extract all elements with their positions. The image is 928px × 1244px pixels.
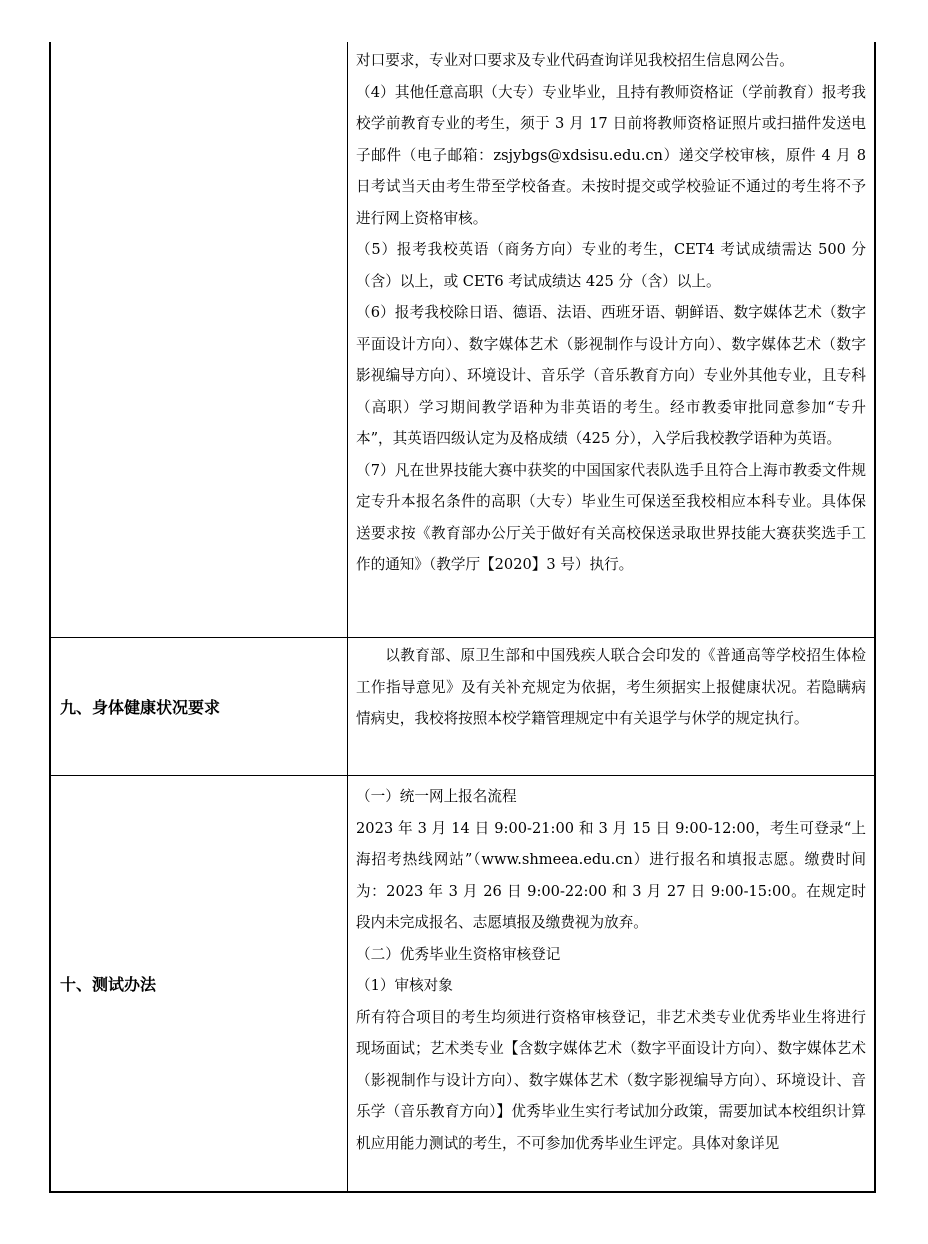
heading-online-registration: （一）统一网上报名流程: [356, 788, 517, 805]
paragraph-professional-requirement: 对口要求，专业对口要求及专业代码查询详见我校招生信息网公告。: [356, 52, 794, 69]
table-row-qualification-continued: [51, 42, 874, 637]
row-content-cell: [348, 42, 874, 637]
table-row-test-method: [51, 775, 874, 1191]
paragraph-review-target-details: 所有符合项目的考生均须进行资格审核登记，非艺术类专业优秀毕业生将进行现场面试；艺术类专业【含数字媒体艺术（数字平面设计方向）、数字媒体艺术（影视制作与设计方向）、数字媒体艺术（数字影视编导方向）、环境设计、音乐学（音乐教育方向）】优秀毕业生实行考试加分政策，需要加试本校组织计算机应用能力测试的考生，不可参加优秀毕业生评定。具体对象详见: [356, 1008, 866, 1152]
row-label-test-method: 十、测试办法: [51, 776, 348, 1191]
admissions-table: [49, 42, 876, 1193]
table-row-health-requirement: [51, 637, 874, 775]
heading-review-target: （1）审核对象: [356, 977, 453, 994]
row-content-cell: [348, 776, 874, 1191]
paragraph-item-5-english-business: （5）报考我校英语（商务方向）专业的考生，CET4 考试成绩需达 500 分（含）以上，或 CET6 考试成绩达 425 分（含）以上。: [356, 241, 866, 290]
row-label-cell: [51, 42, 348, 637]
paragraph-health-policy: 以教育部、原卫生部和中国残疾人联合会印发的《普通高等学校招生体检工作指导意见》及有关补充规定为依据，考生须据实上报健康状况。若隐瞒病情病史，我校将按照本校学籍管理规定中有关退学与休学的规定执行。: [356, 647, 866, 727]
paragraph-item-6-language-requirement: （6）报考我校除日语、德语、法语、西班牙语、朝鲜语、数字媒体艺术（数字平面设计方向）、数字媒体艺术（影视制作与设计方向）、数字媒体艺术（数字影视编导方向）、环境设计、音乐学（音乐教育方向）专业外其他专业，且专科（高职）学习期间教学语种为非英语的考生。经市教委审批同意参加“专升本”，其英语四级认定为及格成绩（425 分），入学后我校教学语种为英语。: [356, 304, 866, 447]
paragraph-item-4-teacher-certificate: （4）其他任意高职（大专）专业毕业，且持有教师资格证（学前教育）报考我校学前教育专业的考生，须于 3 月 17 日前将教师资格证照片或扫描件发送电子邮件（电子邮箱：zsjybgs@xdsisu.edu.cn）递交学校审核，原件 4 月 8 日考试当天由考生带至学校备查。未按时提交或学校验证不通过的考生将不予进行网上资格审核。: [356, 83, 866, 227]
paragraph-item-7-world-skills: （7）凡在世界技能大赛中获奖的中国国家代表队选手且符合上海市教委文件规定专升本报名条件的高职（大专）毕业生可保送至我校相应本科专业。具体保送要求按《教育部办公厅关于做好有关高校保送录取世界技能大赛获奖选手工作的通知》（教学厅【2020】3 号）执行。: [356, 461, 866, 573]
row-label-health: 九、身体健康状况要求: [51, 638, 348, 775]
heading-graduate-review: （二）优秀毕业生资格审核登记: [356, 945, 561, 963]
row-content-cell: [348, 638, 874, 775]
paragraph-registration-schedule: 2023 年 3 月 14 日 9:00-21:00 和 3 月 15 日 9:00-12:00，考生可登录“上海招考热线网站”（www.shmeea.edu.cn）进行报名和填报志愿。缴费时间为：2023 年 3 月 26 日 9:00-22:00 和 3 月 27 日 9:00-15:00。在规定时段内未完成报名、志愿填报及缴费视为放弃。: [356, 819, 866, 931]
